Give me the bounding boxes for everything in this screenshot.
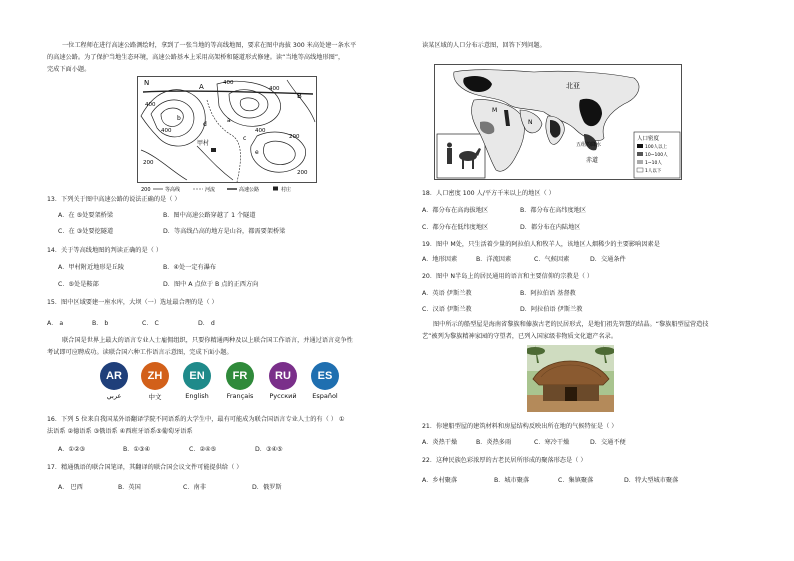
language-ar [98,362,130,400]
language-fr [224,362,256,400]
region-label-north-asia: 北亚 [566,82,580,90]
site-c-label: c [243,135,247,142]
q13-option-c[interactable]: C．在 ③处要挖隧道 [58,228,114,235]
legend-village: 村庄 [281,187,292,193]
contour-value: 200 [297,170,308,176]
q13-option-a[interactable]: A．在 ⑤处要架桥梁 [58,212,114,219]
q17-stem: 17．精通俄语的联合国笔译，其翻译的联合国会议文件可能提供给（ ） [47,464,243,471]
population-legend-item: 1人以下 [645,169,662,174]
contour-value: 400 [255,128,266,134]
intro-passage-3-line1: 读某区域的人口分布示意图，回答下列问题。 [422,42,546,49]
intro-passage-4-line1: 图中所示的船型屋是海南省黎族和傣族古老的民居形式，是地们祖先智慧的结晶。“黎族船型屋营造技 [433,321,709,328]
q14-option-c[interactable]: C．⑤处是鞍部 [58,281,99,288]
q17-option-b[interactable]: B．英国 [118,484,141,491]
q19-option-a[interactable]: A．地形因素 [422,256,458,263]
language-zh [139,362,171,401]
contour-map-figure [137,76,317,194]
intro-passage-2-line1: 联合国是世界上最大的语言专业人士雇佣组织，只要你精通两种及以上联合国工作语言，并通过语言竞争性 [62,337,353,344]
q21-option-d[interactable]: D．交通不便 [590,439,626,446]
q20-stem: 20．图中 N半岛上的居民通用的语言和主要信仰的宗教是（ ） [422,273,594,280]
q16-option-a[interactable]: A．①②③ [58,446,86,453]
region-label-equator: 赤道 [586,157,599,164]
q15-option-b[interactable]: B． b [92,320,109,327]
q20-option-a[interactable]: A．英语 伊斯兰教 [422,290,472,297]
q18-option-d[interactable]: D．都分布在内陆地区 [520,224,581,231]
contour-value: 400 [269,86,280,92]
q22-option-b[interactable]: B．城市聚落 [494,477,530,484]
north-arrow-label: N [144,79,150,87]
q21-option-c[interactable]: C．寒冷干燥 [534,439,570,446]
q14-stem: 14．关于等高线地图的判读正确的是（ ） [47,247,163,254]
q22-option-c[interactable]: C．集镇聚落 [558,477,594,484]
q19-option-b[interactable]: B．洋流因素 [476,256,512,263]
language-name-zh: 中文 [148,393,162,401]
point-a-label: A [199,83,204,91]
language-name-es: Español [312,392,338,400]
contour-value: 400 [223,80,234,86]
contour-value: 200 [143,160,154,166]
language-code-es: ES [311,362,339,390]
point-m-label: M [492,107,498,114]
contour-value: 200 [289,134,300,140]
q13-stem: 13．下列关于图中高速公路的说法正确的是（ ） [47,196,181,203]
q19-option-c[interactable]: C．气候因素 [534,256,570,263]
point-n-label: N [528,119,533,126]
q15-option-a[interactable]: A． a [47,320,64,327]
q16-option-b[interactable]: B．①③④ [123,446,151,453]
legend-river: 河流 [205,187,216,193]
q17-option-d[interactable]: D．俄罗斯 [252,484,282,491]
language-ru [267,362,299,400]
population-legend-swatch [637,168,643,172]
q17-option-a[interactable]: A． 巴西 [58,484,83,491]
point-b-label: B [297,92,302,100]
village-marker [211,148,216,152]
site-d-label: d [203,121,207,128]
q13-option-d[interactable]: D．等高线凸高的地方是山谷，都需要架桥梁 [163,228,286,235]
intro-passage-2-line2: 考试即可应聘成功。读联合国六种工作语言示意图，完成下面小题。 [47,349,233,356]
q22-option-a[interactable]: A．乡村聚落 [422,477,458,484]
language-code-ru: RU [269,362,297,390]
q21-option-a[interactable]: A．炎热干燥 [422,439,458,446]
language-code-ar: AR [100,362,128,390]
q13-option-b[interactable]: B．图中高速公路穿越了 1 个隧道 [163,212,256,219]
language-name-ru: Русский [269,392,297,400]
language-es [309,362,341,400]
q21-option-b[interactable]: B．炎热多雨 [476,439,512,446]
q16-option-c[interactable]: C．②④⑤ [189,446,217,453]
q22-option-d[interactable]: D．特大型城市聚落 [624,477,679,484]
intro-passage-1-line1: 一位工程师在进行高速公路测绘时，拿到了一张当地的等高线地图，要求在图中海拔 300 米高处建一条水平 [62,42,357,49]
language-code-fr: FR [226,362,254,390]
language-code-zh: ZH [141,362,169,390]
q19-option-d[interactable]: D．交通条件 [590,256,626,263]
q16-option-d[interactable]: D．③④⑤ [255,446,283,453]
q20-option-c[interactable]: C．汉语 伊斯兰教 [422,306,472,313]
legend-contour-sample: 200 [141,187,151,193]
q17-option-c[interactable]: C．南非 [183,484,206,491]
intro-passage-4-line2: 艺”被列为黎族精神家园的守望者，已列入国家级非物质文化遗产名录。 [422,333,618,340]
contour-value: 400 [161,128,172,134]
region-label-place: 五组的降水 [576,142,602,148]
q21-stem: 21．你建船型屋的建筑材料和房屋结构反映出所在地的气候特征是（ ） [422,423,618,430]
language-code-en: EN [183,362,211,390]
q16-options-line: 法语系 ②德语系 ③俄语系 ④西班牙语系⑤葡萄牙语系 [47,428,193,435]
q18-option-b[interactable]: B．都分布在高纬度地区 [520,207,587,214]
intro-passage-1-line3: 完成下面小题。 [47,66,91,73]
q22-stem: 22．这种民族色彩浓厚的古老民居所形成的聚落形态是（ ） [422,457,587,464]
q20-option-b[interactable]: B．阿拉伯语 基督教 [520,290,576,297]
site-e-label: e [255,149,259,156]
legend-highway: 高速公路 [239,187,260,193]
q15-option-d[interactable]: D． d [198,320,215,327]
q15-stem: 15．图中区域要建一座水库，大坝（一）选址最合理的是（ ） [47,299,218,306]
population-legend-swatch [637,160,643,164]
house-door [565,387,577,401]
legend-contour: 等高线 [165,187,181,193]
population-legend-item: 10~100人 [645,153,668,158]
right-column [397,0,794,561]
q14-option-a[interactable]: A．甲村附近地形是丘陵 [58,264,125,271]
language-name-ar: عربي [106,392,122,400]
village-label: 甲村 [197,140,210,147]
site-a-label: a [227,117,231,124]
population-legend-title: 人口密度 [637,136,660,142]
q19-stem: 19．图中 M处，只生活着少量的阿拉伯人和牧羊人，该地区人烟稀少的主要影响因素是 [422,241,660,248]
q14-option-b[interactable]: B．④处一定有瀑布 [163,264,217,271]
q18-option-a[interactable]: A．都分布在高海拔地区 [422,207,489,214]
language-name-fr: Français [226,392,254,400]
population-legend-item: 100人以上 [645,145,668,150]
q18-stem: 18．人口密度 100 人/平方千米以上的地区（ ） [422,190,555,197]
q18-option-c[interactable]: C．都分布在低纬度地区 [422,224,489,231]
site-b-label: b [177,115,181,122]
population-legend-swatch [637,144,643,148]
boat-house-photo [527,345,614,412]
language-en [181,362,213,400]
population-legend-item: 1~10人 [645,161,662,166]
language-name-en: English [185,392,209,400]
intro-passage-1-line2: 的高速公路。为了保护当地生态环境，高速公路基本上采用高架桥和隧道形式修建。读“当地等高线地形图”， [47,54,345,61]
population-legend-swatch [637,152,643,156]
q15-option-c[interactable]: C． C [142,320,159,327]
q20-option-d[interactable]: D．阿拉伯语 伊斯兰教 [520,306,583,313]
population-map-figure [434,64,682,180]
q16-stem: 16．下列 5 位来自我国某外语翻译学院不同语系的大学生中，最有可能成为联合国语言专业人士的有（ ） ① [47,416,345,423]
contour-value: 400 [145,102,156,108]
q14-option-d[interactable]: D．图中 A 点位于 B 点的正西方向 [163,281,259,288]
